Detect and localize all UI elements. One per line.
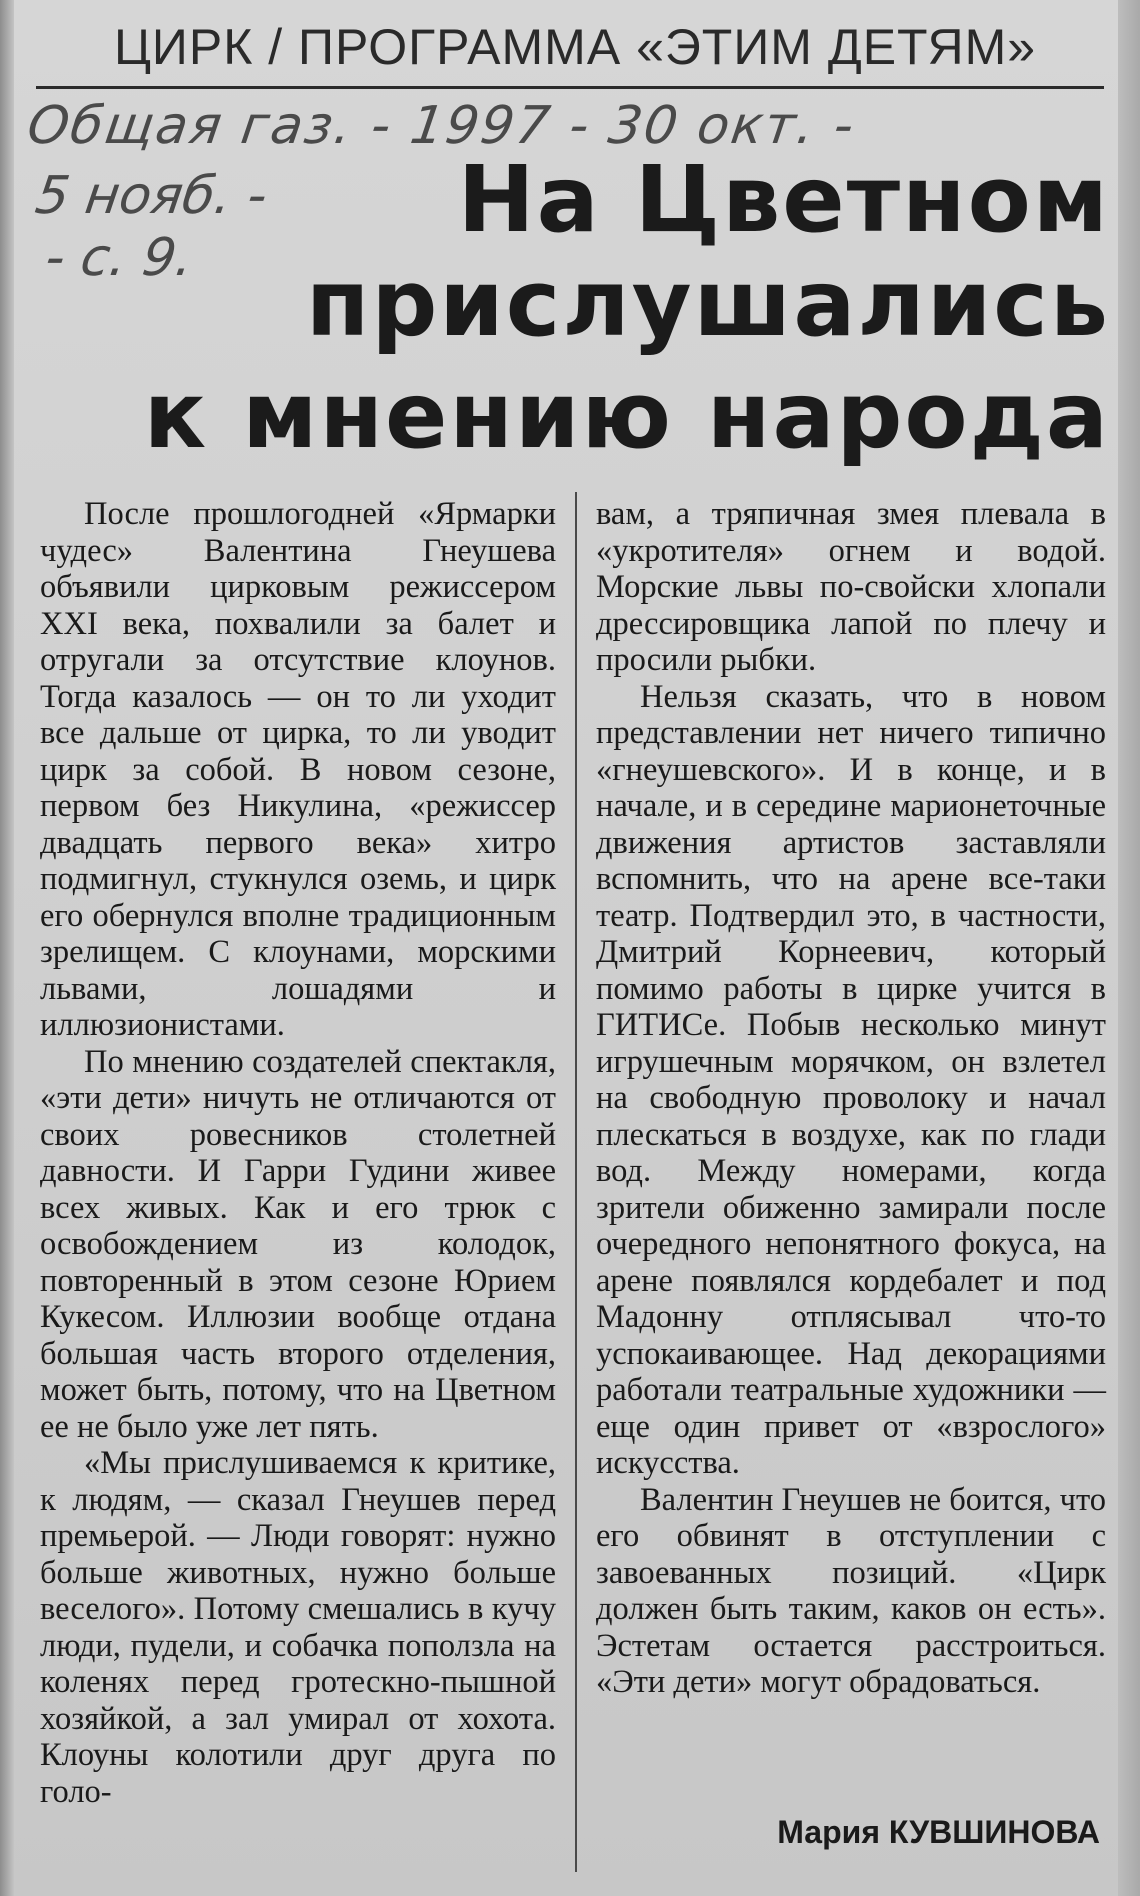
handwritten-line-3: - с. 9. [41, 228, 197, 288]
scan-edge-left [0, 0, 14, 1896]
scan-edge-right [1118, 0, 1140, 1896]
headline-line-3: к мнению народа [143, 362, 1110, 469]
article-paragraph: После прошлогодней «Ярмарки чудес» Валентина Гнеушева объявили цирковым режиссером XXI века, похвалили за балет и отругали за отсутствие клоунов. Тогда казалось — он то ли уходит все дальше от цирка, то ли уводит цирк за собой. В новом сезоне, первом без Никулина, «режиссер двадцать первого века» хитро подмигнул, стукнулся оземь, и цирк его обернулся вполне традиционным зрелищем. С клоунами, морскими львами, лошадями и иллюзионистами. [40, 496, 556, 1043]
article-column-right [596, 496, 1106, 1701]
article-paragraph: «Мы прислушиваемся к критике, к людям, — сказал Гнеушев перед премьерой. — Люди говорят: нужно больше животных, нужно больше веселого». Потому смешались в кучу люди, пудели, и собачка поползла на коленях перед гротескно-пышной хозяйкой, а зал умирал от хохота. Клоуны колотили друг друга по голо- [40, 1445, 556, 1810]
section-rubric: ЦИРК / ПРОГРАММА «ЭТИМ ДЕТЯМ» [113, 19, 1037, 75]
headline-line-2: прислушались [305, 250, 1110, 357]
column-divider [575, 492, 577, 1872]
headline-line-1: На Цветном [457, 146, 1110, 253]
article-paragraph: По мнению создателей спектакля, «эти дети» ничуть не отличаются от своих ровесников столетней давности. И Гарри Гудини живее всех живых. Как и его трюк с освобождением из колодок, повторенный в этом сезоне Юрием Кукесом. Иллюзии вообще отдана большая часть второго отделения, может быть, потому, что на Цветном ее не было уже лет пять. [40, 1043, 556, 1445]
handwritten-line-2: 5 нояб. - [31, 166, 271, 226]
handwritten-line-1: Общая газ. - 1997 - 30 окт. - [23, 96, 860, 156]
article-column-left [40, 496, 556, 1810]
article-paragraph: вам, а тряпичная змея плевала в «укротителя» огнем и водой. Морские львы по-свойски хлопали дрессировщика лапой по плечу и просили рыбки. [596, 496, 1106, 678]
article-paragraph: Нельзя сказать, что в новом представлении нет ничего типично «гнеушевского». И в конце, и в начале, и в середине марионеточные движения артистов заставляли вспомнить, что на арене все-таки театр. Подтвердил это, в частности, Дмитрий Корнеевич, который помимо работы в цирке учится в ГИТИСе. Побыв несколько минут игрушечным морячком, он взлетел на свободную проволоку и начал плескаться в воздухе, как по глади вод. Между номерами, когда зрители обиженно замирали после очередного непонятного фокуса, на арене появлялся кордебалет и под Мадонну отплясывал что-то успокаивающее. Над декорациями работали театральные художники — еще один привет от «взрослого» искусства. [596, 678, 1106, 1481]
author-byline: Мария КУВШИНОВА [777, 1814, 1100, 1850]
rubric-divider [36, 86, 1104, 89]
article-paragraph: Валентин Гнеушев не боится, что его обвинят в отступлении с завоеванных позиций. «Цирк должен быть таким, каков он есть». Эстетам остается расстроиться. «Эти дети» могут обрадоваться. [596, 1481, 1106, 1700]
